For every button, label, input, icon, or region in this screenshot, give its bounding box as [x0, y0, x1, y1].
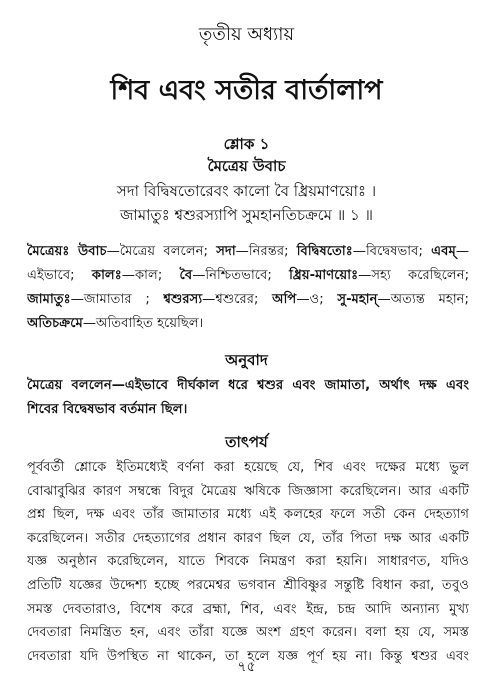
- synonym-meaning: —বিদ্বেষভাব;: [352, 244, 432, 259]
- page-number: ৭৫: [237, 659, 256, 675]
- synonym-meaning: —নিশ্চিতভাবে;: [192, 268, 290, 283]
- synonyms-line: [27, 240, 469, 264]
- verse-line-1: সদা বিদ্বিষতোরেবং কালো বৈ ধ্রিয়মাণয়োঃ ।: [116, 182, 377, 200]
- synonyms-block: [27, 240, 469, 336]
- synonym-term: বিদ্বিষতোঃ: [296, 244, 353, 259]
- synonym-meaning: —ও;: [296, 292, 338, 307]
- translation-line: মৈত্রেয় বললেন—এইভাবে দীর্ঘকাল ধরে শ্বশুর এবং জামাতা, অর্থাৎ দক্ষ এবং: [27, 378, 469, 393]
- chapter-title: শিব এবং সতীর বার্তালাপ: [110, 75, 383, 106]
- translation-heading: অনুবাদ: [225, 351, 268, 369]
- purport-line: পূর্ববর্তী শ্লোকে ইতিমধ্যেই বর্ণনা করা হয়েছে যে, শিব এবং দক্ষের মধ্যে ভুল: [27, 460, 469, 475]
- synonym-meaning: —সহ্য করেছিলেন;: [358, 268, 469, 283]
- verse-line-2: জামাতুঃ শ্বশুরস্যাপি সুমহানতিচক্রমে ॥ ১ ॥: [119, 206, 373, 224]
- purport-line: দেবতারা যদি উপস্থিত না থাকেন, তা হলে যজ্ঞ পূর্ণ হয় না। কিন্তু শ্বশুর এবং: [27, 648, 469, 664]
- synonym-meaning: —: [455, 244, 469, 259]
- purport-line: বোঝাবুঝির কারণ সম্বন্ধে বিদুর মৈত্রেয় ঋষিকে জিজ্ঞাসা করেছিলেন। আর একটি: [27, 483, 469, 499]
- synonym-term: বৈ: [179, 268, 193, 283]
- purport-line: যজ্ঞ অনুষ্ঠান করেছিলেন, যাতে শিবকে নিমন্ত্রণ করা হয়নি। সাধারণত, যদিও: [27, 554, 469, 570]
- verse-speaker: মৈত্রেয় উবাচ: [207, 157, 286, 175]
- translation-line: শিবের বিদ্বেষভাব বর্তমান ছিল।: [27, 402, 188, 417]
- synonym-term: কালঃ: [91, 268, 122, 283]
- synonym-meaning: —কাল;: [121, 268, 180, 283]
- synonym-term: শ্বশুরস্য: [163, 292, 203, 307]
- synonym-term: অপি: [272, 292, 297, 307]
- synonym-meaning: —শ্বশুরের;: [202, 292, 273, 307]
- synonym-meaning: —নিরন্তর;: [235, 244, 297, 259]
- synonym-term: জামাতুঃ: [27, 292, 71, 307]
- synonyms-line: [27, 312, 469, 336]
- synonyms-line: [27, 264, 469, 288]
- synonyms-line: [27, 288, 469, 312]
- synonym-term: এবম্: [431, 244, 456, 259]
- purport-line: করেছিলেন। সতীর দেহত্যাগের প্রধান কারণ ছিল যে, তাঁর পিতা দক্ষ আর একটি: [27, 530, 469, 546]
- synonym-meaning: —জামাতার ;: [70, 292, 164, 307]
- purport-line: প্রশ্ন ছিল, দক্ষ এবং তাঁর জামাতার মধ্যে এই কলহের ফলে সতী কেন দেহত্যাগ: [27, 507, 469, 523]
- synonym-meaning: —অতিবাহিত হয়েছিল।: [82, 316, 204, 331]
- synonym-meaning: —মৈত্রেয় বললেন;: [106, 244, 217, 259]
- synonym-meaning: —অত্যন্ত মহান;: [377, 292, 469, 307]
- chapter-subtitle: তৃতীয় অধ্যায়: [198, 24, 295, 45]
- purport-heading: তাৎপর্য: [225, 433, 268, 451]
- purport-line: সমস্ত দেবতারাও, বিশেষ করে ব্রহ্মা, শিব, এবং ইন্দ্র, চন্দ্র আদি অন্যান্য মুখ্য: [27, 601, 469, 617]
- synonym-term: ধ্রিয়-মাণয়োঃ: [289, 268, 359, 283]
- translation-block: [27, 374, 469, 422]
- synonym-term: অতিচক্রমে: [27, 316, 83, 331]
- synonym-term: সু-মহান্: [337, 292, 378, 307]
- purport-line: প্রতিটি যজ্ঞের উদ্দেশ্য হচ্ছে পরমেশ্বর ভগবান শ্রীবিষ্ণুর সন্তুষ্টি বিধান করা, তবুও: [27, 577, 469, 593]
- synonym-term: মৈত্রেয়ঃ উবাচ: [27, 244, 107, 259]
- purport-block: [27, 456, 469, 668]
- purport-line: দেবতারা নিমন্ত্রিত হন, এবং তাঁরা যজ্ঞে অংশ গ্রহণ করেন। বলা হয় যে, সমস্ত: [27, 625, 469, 641]
- synonym-meaning: এইভাবে;: [27, 268, 92, 283]
- verse-number: শ্লোক ১: [223, 135, 270, 153]
- synonym-term: সদা: [216, 244, 236, 259]
